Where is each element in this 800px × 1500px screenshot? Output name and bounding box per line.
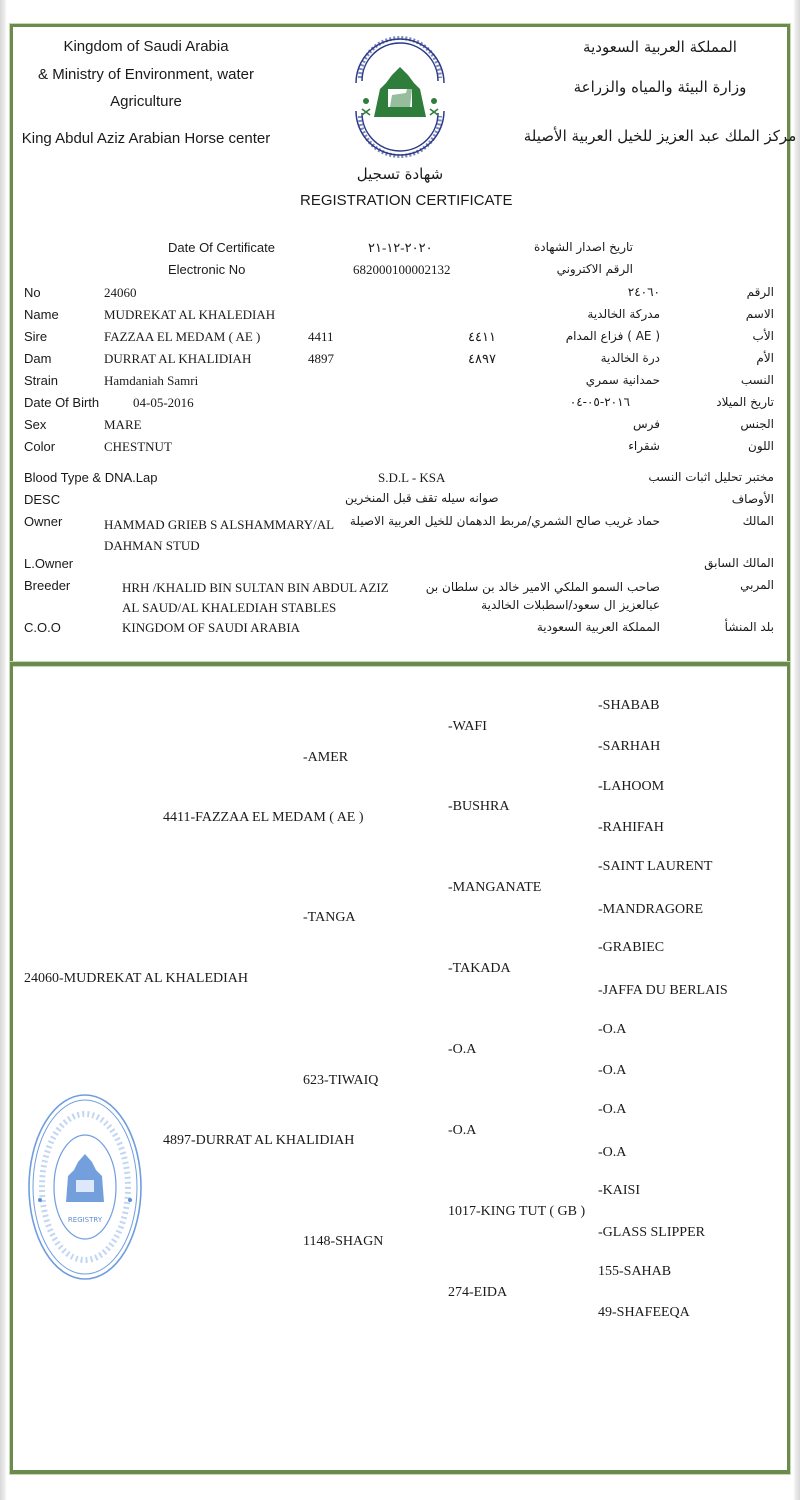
field-label-strain: Strain xyxy=(24,373,58,388)
pedigree-gen4-item: -GRABIEC xyxy=(598,940,665,955)
pedigree-gen2-item: 623-TIWAIQ xyxy=(303,1073,379,1088)
pedigree-gen4-item: -GLASS SLIPPER xyxy=(598,1225,705,1240)
pedigree-gen3-item: -BUSHRA xyxy=(448,799,510,814)
field-value-dam-ar: درة الخالدية xyxy=(600,351,660,365)
last-owner-label-ar: المالك السابق xyxy=(704,556,774,570)
field-value-strain: Hamdaniah Samri xyxy=(104,373,199,388)
field-value-sex-ar: فرس xyxy=(632,417,660,431)
field-num-sire: 4411 xyxy=(308,329,334,344)
owner-label: Owner xyxy=(24,514,63,529)
field-value-sire-ar: ( AE ) فزاع المدام xyxy=(565,329,660,343)
pedigree-gen4-item: -JAFFA DU BERLAIS xyxy=(598,983,728,998)
blood-type-value: S.D.L - KSA xyxy=(378,470,446,485)
pedigree-gen4-item: 49-SHAFEEQA xyxy=(598,1305,690,1320)
desc-label-ar: الأوصاف xyxy=(731,492,774,506)
field-label-sire: Sire xyxy=(24,329,48,344)
title-en: REGISTRATION CERTIFICATE xyxy=(300,192,513,209)
breeder-value-ar: صاحب السمو الملكي الامير خالد بن سلطان بن عبالعزيز ال سعود/اسطبلات الخالدية xyxy=(425,580,660,612)
field-value-color-ar: شقراء xyxy=(628,439,660,453)
field-value-sex: MARE xyxy=(104,417,142,432)
coo-label-ar: بلد المنشأ xyxy=(724,620,774,634)
pedigree-gen3-item: -O.A xyxy=(448,1042,477,1057)
coo-value: KINGDOM OF SAUDI ARABIA xyxy=(122,620,301,635)
field-label-name-ar: الاسم xyxy=(745,307,774,321)
date-of-certificate-label: Date Of Certificate xyxy=(168,240,275,255)
blood-type-label: Blood Type & DNA.Lap xyxy=(24,470,158,485)
desc-value-ar: صوانه سيله تقف قبل المنخرين xyxy=(345,491,499,505)
pedigree-gen3-item: -MANGANATE xyxy=(448,880,542,895)
field-value-dob: 04-05-2016 xyxy=(133,395,194,410)
date-of-certificate-label-ar: تاريخ اصدار الشهادة xyxy=(534,240,633,254)
header-ar-line1: المملكة العربية السعودية xyxy=(583,38,737,56)
last-owner-label: L.Owner xyxy=(24,556,74,571)
field-value-no: 24060 xyxy=(104,285,137,300)
electronic-no-label: Electronic No xyxy=(168,262,246,277)
page-edge-left xyxy=(0,0,6,1500)
blood-type-label-ar: مختبر تحليل اثبات النسب xyxy=(648,470,774,484)
header-en-line3: Agriculture xyxy=(110,93,182,110)
owner-label-ar: المالك xyxy=(742,514,774,528)
owner-value: HAMMAD GRIEB S ALSHAMMARY/AL DAHMAN STUD xyxy=(104,517,334,553)
field-label-no: No xyxy=(24,285,41,300)
pedigree-gen2-item: -AMER xyxy=(303,750,349,765)
pedigree-gen3-item: -WAFI xyxy=(448,719,487,734)
pedigree-gen4-item: -O.A xyxy=(598,1063,627,1078)
pedigree-gen4-item: -MANDRAGORE xyxy=(598,902,703,917)
pedigree-dam: 4897-DURRAT AL KHALIDIAH xyxy=(163,1133,355,1148)
field-value-name: MUDREKAT AL KHALEDIAH xyxy=(104,307,276,322)
desc-label: DESC xyxy=(24,492,61,507)
date-of-certificate-value: ٢٠٢٠-١٢-٢١ xyxy=(368,240,433,255)
field-value-no-ar: ٢٤٠٦٠ xyxy=(627,285,660,299)
pedigree-gen3-item: -TAKADA xyxy=(448,961,511,976)
breeder-label-ar: المربي xyxy=(740,578,774,592)
field-value-strain-ar: حمدانية سمري xyxy=(585,373,660,387)
field-num-dam: 4897 xyxy=(308,351,334,366)
pedigree-gen2-item: -TANGA xyxy=(303,910,356,925)
breeder-value: HRH /KHALID BIN SULTAN BIN ABDUL AZIZ AL SAUD/AL KHALEDIAH STABLES xyxy=(122,580,389,615)
field-label-dam-ar: الأم xyxy=(756,351,774,365)
pedigree-sire: 4411-FAZZAA EL MEDAM ( AE ) xyxy=(163,810,364,825)
ministry-logo-icon xyxy=(350,33,450,158)
pedigree-gen4-item: -O.A xyxy=(598,1102,627,1117)
field-label-sex: Sex xyxy=(24,417,47,432)
pedigree-gen4-item: -O.A xyxy=(598,1022,627,1037)
pedigree-gen4-item: -KAISI xyxy=(598,1183,640,1198)
pedigree-gen3-item: 274-EIDA xyxy=(448,1285,508,1300)
page-edge-right xyxy=(794,0,800,1500)
electronic-no-label-ar: الرقم الاكتروني xyxy=(556,262,633,276)
header-en-line2: & Ministry of Environment, water xyxy=(38,66,254,83)
pedigree-gen4-item: -O.A xyxy=(598,1145,627,1160)
pedigree-gen4-item: -SHABAB xyxy=(598,698,660,713)
breeder-label: Breeder xyxy=(24,578,71,593)
pedigree-gen4-item: -SAINT LAURENT xyxy=(598,859,713,874)
title-ar: شهادة تسجيل xyxy=(356,165,444,183)
coo-label: C.O.O xyxy=(24,620,61,635)
field-num-dam-ar: ٤٨٩٧ xyxy=(468,351,496,366)
registry-stamp-icon xyxy=(26,1090,144,1284)
header-ar-line2: وزارة البيئة والمياه والزراعة xyxy=(573,78,747,96)
pedigree-gen4-item: -LAHOOM xyxy=(598,779,665,794)
field-label-color: Color xyxy=(24,439,56,454)
field-label-no-ar: الرقم xyxy=(746,285,774,299)
pedigree-gen4-item: -SARHAH xyxy=(598,739,661,754)
field-label-dam: Dam xyxy=(24,351,52,366)
field-label-sex-ar: الجنس xyxy=(740,417,774,431)
field-label-dob-ar: تاريخ الميلاد xyxy=(716,395,774,409)
pedigree-frame xyxy=(10,662,790,1474)
field-value-color: CHESTNUT xyxy=(104,439,172,454)
header-en-line4: King Abdul Aziz Arabian Horse center xyxy=(21,130,271,147)
field-value-dob-ar: ٢٠١٦-٠٥-٠٤ xyxy=(569,395,630,409)
pedigree-gen2-item: 1148-SHAGN xyxy=(303,1234,384,1249)
pedigree-gen3-item: -O.A xyxy=(448,1123,477,1138)
field-label-color-ar: اللون xyxy=(748,439,774,453)
field-value-sire: FAZZAA EL MEDAM ( AE ) xyxy=(104,329,261,344)
field-value-name-ar: مدركة الخالدية xyxy=(587,307,660,321)
pedigree-gen4-item: -RAHIFAH xyxy=(598,820,664,835)
header-ar-line3: مركز الملك عبد العزيز للخيل العربية الأصيلة xyxy=(523,127,797,145)
coo-value-ar: المملكة العربية السعودية xyxy=(536,620,660,634)
header-en-line1: Kingdom of Saudi Arabia xyxy=(63,38,229,55)
owner-value-ar: حماد غريب صالح الشمري/مربط الدهمان للخيل العربية الاصيلة xyxy=(349,514,660,528)
pedigree-gen4-item: 155-SAHAB xyxy=(598,1264,672,1279)
field-label-dob: Date Of Birth xyxy=(24,395,100,410)
field-num-sire-ar: ٤٤١١ xyxy=(468,329,496,344)
field-label-name: Name xyxy=(24,307,59,322)
stamp-registry-text: REGISTRY xyxy=(67,1216,103,1224)
pedigree-gen3-item: 1017-KING TUT ( GB ) xyxy=(448,1204,586,1219)
field-value-dam: DURRAT AL KHALIDIAH xyxy=(104,351,252,366)
field-label-strain-ar: النسب xyxy=(740,373,774,387)
field-label-sire-ar: الأب xyxy=(752,329,774,343)
electronic-no-value: 682000100002132 xyxy=(353,262,451,277)
pedigree-subject: 24060-MUDREKAT AL KHALEDIAH xyxy=(24,971,248,986)
